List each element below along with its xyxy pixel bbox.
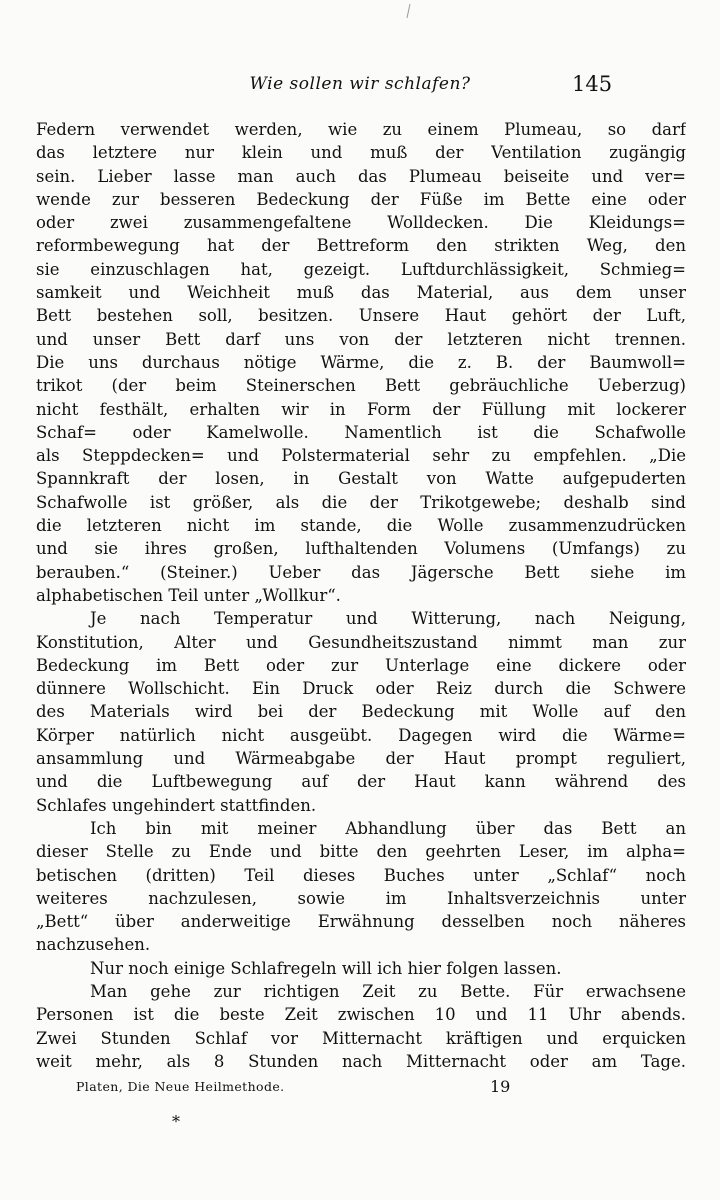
text-line: Schafwolle ist größer, als die der Trikotgewebe; deshalb sind xyxy=(36,492,686,512)
text-line: und die Luftbewegung auf der Haut kann während des xyxy=(36,772,686,792)
text-line: samkeit und Weichheit muß das Material, aus dem unser xyxy=(36,283,686,303)
text-line: und unser Bett darf uns von der letzteren nicht trennen. xyxy=(36,329,686,349)
text-line: Konstitution, Alter und Gesundheitszustand nimmt man zur xyxy=(36,632,686,652)
text-line: dieser Stelle zu Ende und bitte den geehrten Leser, im alpha= xyxy=(36,842,686,862)
text-line: „Bett“ über anderweitige Erwähnung desselben noch näheres xyxy=(36,912,686,932)
text-line: ansammlung und Wärmeabgabe der Haut prompt reguliert, xyxy=(36,749,686,769)
text-line: Spannkraft der losen, in Gestalt von Watte aufgepuderten xyxy=(36,469,686,489)
text-line: nachzusehen. xyxy=(36,935,151,955)
text-line: Nur noch einige Schlafregeln will ich hier folgen lassen. xyxy=(90,958,562,978)
text-line: Schlafes ungehindert stattfinden. xyxy=(36,795,317,815)
running-header-title: Wie sollen wir schlafen? xyxy=(249,74,471,94)
body-text xyxy=(36,118,686,1073)
text-line: weit mehr, als 8 Stunden nach Mitternacht oder am Tage. xyxy=(36,1051,686,1071)
text-line: Körper natürlich nicht ausgeübt. Dagegen wird die Wärme= xyxy=(36,725,686,745)
text-line: Je nach Temperatur und Witterung, nach Neigung, xyxy=(90,609,686,629)
signature-number: 19 xyxy=(490,1077,511,1096)
text-line: Bedeckung im Bett oder zur Unterlage eine dickere oder xyxy=(36,655,686,675)
text-line: wende zur besseren Bedeckung der Füße im Bette eine oder xyxy=(36,189,686,209)
text-line: Personen ist die beste Zeit zwischen 10 und 11 Uhr abends. xyxy=(36,1005,686,1025)
text-line: oder zwei zusammengefaltene Wolldecken. Die Kleidungs= xyxy=(36,213,686,233)
text-line: sie einzuschlagen hat, gezeigt. Luftdurchlässigkeit, Schmieg= xyxy=(36,259,686,279)
text-line: betischen (dritten) Teil dieses Buches unter „Schlaf“ noch xyxy=(36,865,686,885)
text-line: trikot (der beim Steinerschen Bett gebräuchliche Ueberzug) xyxy=(36,376,686,396)
text-line: alphabetischen Teil unter „Wollkur“. xyxy=(36,585,341,605)
text-line: das letztere nur klein und muß der Ventilation zugängig xyxy=(36,143,686,163)
text-line: Die uns durchaus nötige Wärme, die z. B. der Baumwoll= xyxy=(36,352,686,372)
text-line: Schaf= oder Kamelwolle. Namentlich ist die Schafwolle xyxy=(36,422,686,442)
text-line: berauben.“ (Steiner.) Ueber das Jägersche Bett siehe im xyxy=(36,562,686,582)
text-line: dünnere Wollschicht. Ein Druck oder Reiz durch die Schwere xyxy=(36,679,686,699)
text-line: Man gehe zur richtigen Zeit zu Bette. Für erwachsene xyxy=(90,981,686,1001)
text-line: Bett bestehen soll, besitzen. Unsere Haut gehört der Luft, xyxy=(36,306,686,326)
text-line: und sie ihres großen, lufthaltenden Volumens (Umfangs) zu xyxy=(36,539,686,559)
text-line: die letzteren nicht im stande, die Wolle zusammenzudrücken xyxy=(36,516,686,536)
printer-signature-line: Platen, Die Neue Heilmethode. xyxy=(76,1079,285,1094)
text-line: des Materials wird bei der Bedeckung mit Wolle auf den xyxy=(36,702,686,722)
text-line: sein. Lieber lasse man auch das Plumeau beiseite und ver= xyxy=(36,166,686,186)
text-line: als Steppdecken= und Polstermaterial sehr zu empfehlen. „Die xyxy=(36,446,686,466)
text-line: reformbewegung hat der Bettreform den strikten Weg, den xyxy=(36,236,686,256)
text-line: weiteres nachzulesen, sowie im Inhaltsverzeichnis unter xyxy=(36,888,686,908)
text-line: Federn verwendet werden, wie zu einem Plumeau, so darf xyxy=(36,120,686,139)
text-line: Zwei Stunden Schlaf vor Mitternacht kräftigen und erquicken xyxy=(36,1028,686,1048)
margin-mark xyxy=(407,4,411,18)
signature-asterisk: * xyxy=(172,1112,180,1131)
page-number: 145 xyxy=(572,72,613,96)
text-line: nicht festhält, erhalten wir in Form der Füllung mit lockerer xyxy=(36,399,686,419)
text-line: Ich bin mit meiner Abhandlung über das Bett an xyxy=(90,818,686,838)
